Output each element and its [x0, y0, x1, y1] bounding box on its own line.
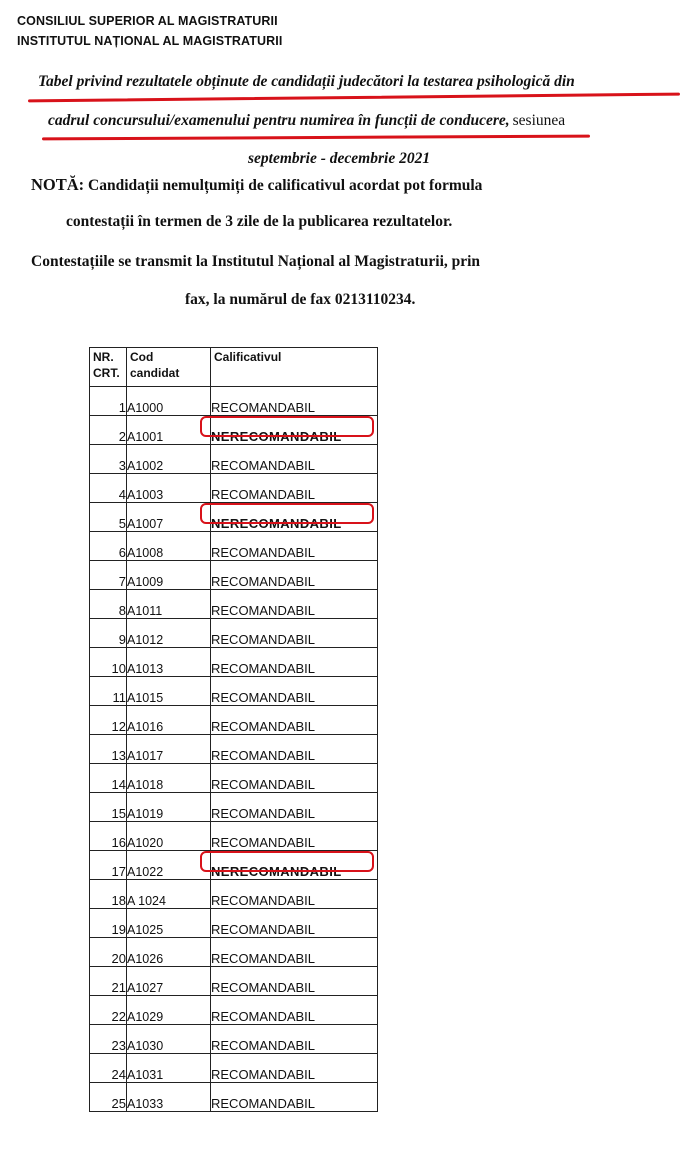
header-cod-candidat [127, 348, 211, 387]
table-row [90, 1083, 378, 1112]
table-row [90, 851, 378, 880]
table-row [90, 1054, 378, 1083]
candidate-code: A1007 [127, 503, 211, 532]
qualification-cell [211, 706, 378, 735]
title-line3: septembrie - decembrie 2021 [248, 150, 431, 167]
candidate-code: A1019 [127, 793, 211, 822]
header-calificativ: Calificativul [211, 348, 378, 387]
header-nr-line2: CRT. [93, 366, 120, 380]
row-number: 10 [90, 648, 127, 677]
row-number: 5 [90, 503, 127, 532]
table-row [90, 474, 378, 503]
table-row [90, 561, 378, 590]
candidate-code: A1013 [127, 648, 211, 677]
table-row [90, 880, 378, 909]
row-number: 14 [90, 764, 127, 793]
row-number: 15 [90, 793, 127, 822]
qualification-value: RECOMANDABIL [211, 835, 316, 850]
table-row [90, 387, 378, 416]
row-number: 12 [90, 706, 127, 735]
candidate-code: A1030 [127, 1025, 211, 1054]
qualification-cell [211, 561, 378, 590]
qualification-value: RECOMANDABIL [211, 400, 316, 415]
qualification-value: RECOMANDABIL [211, 748, 316, 763]
qualification-value: RECOMANDABIL [211, 806, 316, 821]
org-name-line1: CONSILIUL SUPERIOR AL MAGISTRATURII [17, 14, 278, 28]
qualification-value: RECOMANDABIL [211, 603, 316, 618]
table-row [90, 764, 378, 793]
row-number: 9 [90, 619, 127, 648]
note-label: NOTĂ: [31, 175, 85, 194]
qualification-value: RECOMANDABIL [211, 458, 316, 473]
qualification-cell [211, 822, 378, 851]
candidate-code: A1008 [127, 532, 211, 561]
candidate-code: A1000 [127, 387, 211, 416]
qualification-value: NERECOMANDABIL [211, 864, 342, 879]
header-nr-crt [90, 348, 127, 387]
header-nr-line1: NR. [93, 350, 114, 364]
qualification-cell [211, 648, 378, 677]
header-cod-line2: candidat [130, 366, 180, 380]
qualification-value: NERECOMANDABIL [211, 516, 342, 531]
row-number: 3 [90, 445, 127, 474]
qualification-value: RECOMANDABIL [211, 487, 316, 502]
candidate-code: A1022 [127, 851, 211, 880]
row-number: 11 [90, 677, 127, 706]
table-row [90, 706, 378, 735]
qualification-cell [211, 996, 378, 1025]
table-row [90, 793, 378, 822]
candidate-code: A1018 [127, 764, 211, 793]
note-line1 [31, 175, 482, 195]
table-row [90, 677, 378, 706]
qualification-value: RECOMANDABIL [211, 574, 316, 589]
org-name-line2: INSTITUTUL NAȚIONAL AL MAGISTRATURII [17, 34, 283, 48]
row-number: 23 [90, 1025, 127, 1054]
qualification-cell [211, 1025, 378, 1054]
note-line1-text: Candidații nemulțumiți de calificativul acordat pot formula [88, 177, 483, 194]
table-row [90, 1025, 378, 1054]
header-cod-line1: Cod [130, 350, 154, 364]
qualification-cell [211, 503, 378, 532]
qualification-cell [211, 735, 378, 764]
table-body [90, 387, 378, 1112]
qualification-cell [211, 764, 378, 793]
qualification-cell [211, 1054, 378, 1083]
row-number: 13 [90, 735, 127, 764]
table-row [90, 996, 378, 1025]
table-row [90, 619, 378, 648]
candidate-code: A1015 [127, 677, 211, 706]
qualification-value: RECOMANDABIL [211, 951, 316, 966]
row-number: 25 [90, 1083, 127, 1112]
qualification-cell [211, 677, 378, 706]
candidate-code: A 1024 [127, 880, 211, 909]
candidate-code: A1017 [127, 735, 211, 764]
qualification-cell [211, 416, 378, 445]
red-underline-1 [28, 93, 680, 103]
candidate-code: A1020 [127, 822, 211, 851]
qualification-cell [211, 445, 378, 474]
title-line2 [48, 112, 565, 130]
qualification-cell [211, 967, 378, 996]
candidate-code: A1027 [127, 967, 211, 996]
qualification-cell [211, 909, 378, 938]
row-number: 17 [90, 851, 127, 880]
row-number: 2 [90, 416, 127, 445]
row-number: 6 [90, 532, 127, 561]
candidate-code: A1033 [127, 1083, 211, 1112]
table-row [90, 590, 378, 619]
row-number: 4 [90, 474, 127, 503]
table-row [90, 445, 378, 474]
candidate-code: A1001 [127, 416, 211, 445]
table-header-row [90, 348, 378, 387]
qualification-value: RECOMANDABIL [211, 1038, 316, 1053]
note-line3: Contestațiile se transmit la Institutul Național al Magistraturii, prin [31, 253, 481, 270]
qualification-value: RECOMANDABIL [211, 1096, 316, 1111]
row-number: 18 [90, 880, 127, 909]
qualification-cell [211, 880, 378, 909]
qualification-value: RECOMANDABIL [211, 632, 316, 647]
candidate-code: A1011 [127, 590, 211, 619]
qualification-value: RECOMANDABIL [211, 922, 316, 937]
row-number: 8 [90, 590, 127, 619]
qualification-cell [211, 938, 378, 967]
table-row [90, 503, 378, 532]
qualification-cell [211, 619, 378, 648]
qualification-cell [211, 474, 378, 503]
qualification-cell [211, 532, 378, 561]
qualification-cell [211, 590, 378, 619]
qualification-cell [211, 1083, 378, 1112]
row-number: 22 [90, 996, 127, 1025]
row-number: 1 [90, 387, 127, 416]
red-underline-2 [42, 135, 590, 141]
table-row [90, 532, 378, 561]
row-number: 20 [90, 938, 127, 967]
qualification-value: RECOMANDABIL [211, 980, 316, 995]
table-row [90, 416, 378, 445]
table-row [90, 938, 378, 967]
candidate-code: A1002 [127, 445, 211, 474]
row-number: 16 [90, 822, 127, 851]
note-line4: fax, la numărul de fax 0213110234. [185, 291, 416, 308]
qualification-value: RECOMANDABIL [211, 719, 316, 734]
table-row [90, 648, 378, 677]
results-table [89, 347, 378, 1112]
qualification-value: RECOMANDABIL [211, 661, 316, 676]
candidate-code: A1026 [127, 938, 211, 967]
qualification-cell [211, 793, 378, 822]
qualification-cell [211, 387, 378, 416]
row-number: 24 [90, 1054, 127, 1083]
candidate-code: A1016 [127, 706, 211, 735]
qualification-value: RECOMANDABIL [211, 1009, 316, 1024]
qualification-value: RECOMANDABIL [211, 777, 316, 792]
title-line1: Tabel privind rezultatele obținute de candidații judecători la testarea psihologică din [38, 73, 575, 90]
table-row [90, 822, 378, 851]
table-row [90, 967, 378, 996]
candidate-code: A1009 [127, 561, 211, 590]
row-number: 21 [90, 967, 127, 996]
qualification-cell [211, 851, 378, 880]
qualification-value: RECOMANDABIL [211, 893, 316, 908]
candidate-code: A1029 [127, 996, 211, 1025]
title-line2-tail: sesiunea [512, 112, 566, 129]
table-row [90, 909, 378, 938]
qualification-value: RECOMANDABIL [211, 690, 316, 705]
qualification-value: NERECOMANDABIL [211, 429, 342, 444]
row-number: 19 [90, 909, 127, 938]
qualification-value: RECOMANDABIL [211, 545, 316, 560]
note-line2: contestații în termen de 3 zile de la publicarea rezultatelor. [66, 213, 453, 230]
candidate-code: A1031 [127, 1054, 211, 1083]
row-number: 7 [90, 561, 127, 590]
candidate-code: A1003 [127, 474, 211, 503]
table-row [90, 735, 378, 764]
candidate-code: A1012 [127, 619, 211, 648]
title-line2-text: cadrul concursului/examenului pentru numirea în funcții de conducere, [48, 112, 510, 129]
qualification-value: RECOMANDABIL [211, 1067, 316, 1082]
candidate-code: A1025 [127, 909, 211, 938]
